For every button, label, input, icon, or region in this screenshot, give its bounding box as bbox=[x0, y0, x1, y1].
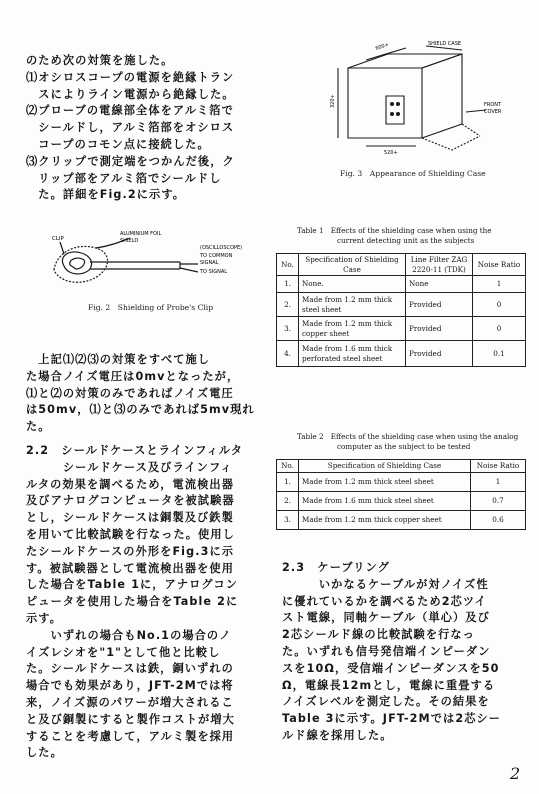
table-cell: 1. bbox=[277, 472, 299, 491]
text-line: 2.3 ケーブリング bbox=[282, 561, 390, 574]
caption-line: Table 1 Effects of the shielding case when using the bbox=[297, 226, 492, 235]
text-line: ⑶クリップで測定端をつかんだ後，ク bbox=[26, 154, 235, 168]
caption-line: computer as the subject to be tested bbox=[337, 442, 471, 451]
table-row bbox=[277, 276, 526, 293]
top-dim-label: 600+ bbox=[374, 41, 390, 52]
text-line: に優れているかを調べるため2芯ツイ bbox=[282, 594, 487, 608]
connector-dot bbox=[390, 102, 394, 106]
table-cell: 1 bbox=[473, 276, 526, 293]
clip-label: CLIP bbox=[52, 236, 64, 242]
text-line: た。 bbox=[26, 420, 51, 434]
text-line: た。いずれも信号発信端インピーダン bbox=[282, 644, 491, 658]
table-cell: 3. bbox=[277, 317, 299, 341]
table1 bbox=[276, 253, 526, 367]
text-line: 来，ノイズ源のパワーが増大されるこ bbox=[26, 695, 234, 709]
text-line: リップ部をアルミ箔でシールドし bbox=[26, 171, 222, 185]
clip-inner bbox=[70, 258, 85, 269]
table-cell: Made from 1.6 mm thick perforated steel sheet bbox=[299, 341, 406, 367]
text-line: することを考慮して，アルミ製を採用 bbox=[26, 729, 235, 743]
table-cell: Made from 1.6 mm thick steel sheet bbox=[299, 491, 471, 510]
table-cell: Made from 1.2 mm thick copper sheet bbox=[299, 510, 471, 529]
section-2-2 bbox=[26, 443, 243, 762]
table-cell: 1. bbox=[277, 276, 299, 293]
front-cover-leader bbox=[466, 110, 486, 112]
header-cell: Noise Ratio bbox=[473, 254, 526, 276]
text-line: とし，シールドケースは銅製及び鉄製 bbox=[26, 511, 234, 525]
table-row bbox=[277, 341, 526, 367]
case-top-face bbox=[348, 54, 462, 68]
table-cell: 3. bbox=[277, 510, 299, 529]
text-line: ルド線を採用した。 bbox=[282, 728, 393, 742]
table-cell: Made from 1.2 mm thick steel sheet bbox=[299, 472, 471, 491]
page-number: 2 bbox=[510, 764, 521, 783]
left-paragraph-2 bbox=[26, 352, 255, 436]
text-line: 上記⑴⑵⑶の対策をすべて施し bbox=[26, 353, 211, 366]
table-cell: 4. bbox=[277, 341, 299, 367]
clip-body bbox=[62, 252, 91, 274]
text-line: いずれの場合もNo.1の場合のノ bbox=[26, 628, 232, 642]
text-line: を用いて比較試験を行なった。使用し bbox=[26, 527, 235, 541]
text-line: シールドし，アルミ箔部をオシロス bbox=[26, 121, 235, 135]
text-line: 2芯シールド線の比較試験を行なっ bbox=[282, 628, 475, 642]
connector-dot bbox=[396, 102, 400, 106]
header-cell: Specification of Shielding Case bbox=[299, 254, 406, 276]
table-cell: None bbox=[406, 276, 473, 293]
table-cell: 1 bbox=[471, 472, 526, 491]
text-line: のため次の対策を施した。 bbox=[26, 54, 174, 67]
text-line: Table 3に示す。JFT-2Mでは2芯シー bbox=[282, 712, 502, 726]
text-line: ⑴と⑵の対策のみであればノイズ電圧 bbox=[26, 386, 234, 400]
header-cell: No. bbox=[277, 254, 299, 276]
section-2-3 bbox=[282, 560, 501, 745]
text-line: コープのコモン点に接続した。 bbox=[26, 137, 210, 151]
probe-clip-figure bbox=[50, 226, 265, 296]
case-front-face bbox=[348, 68, 422, 138]
table-cell: Made from 1.2 mm thick steel sheet bbox=[299, 293, 406, 317]
text-line: た場合ノイズ電圧は0mvとなったが， bbox=[26, 369, 240, 383]
text-line: イズレシオを"1"として他と比較し bbox=[26, 645, 221, 659]
fig2-caption: Fig. 2 Shielding of Probe's Clip bbox=[88, 303, 214, 312]
front-cover-label-1: FRONT bbox=[484, 102, 502, 108]
table-row bbox=[277, 510, 526, 529]
text-line: ピュータを使用した場合をTable 2に bbox=[26, 595, 239, 609]
text-line: Ω，電線長12mとし，電線に重畳する bbox=[282, 678, 496, 692]
table-cell: Provided bbox=[406, 293, 473, 317]
table-cell: Made from 1.2 mm thick copper sheet bbox=[299, 317, 406, 341]
osc-label-3: SIGNAL bbox=[200, 260, 219, 266]
text-line: 示す。 bbox=[26, 611, 62, 625]
table2 bbox=[276, 459, 526, 530]
front-cover-outline bbox=[422, 136, 480, 150]
osc-label-1: (OSCILLOSCOPE) bbox=[200, 245, 243, 251]
front-cover-side bbox=[462, 124, 480, 136]
table-row bbox=[277, 491, 526, 510]
text-line: た。シールドケースは鉄，銅いずれの bbox=[26, 662, 234, 676]
table-cell: Provided bbox=[406, 317, 473, 341]
table-row bbox=[277, 293, 526, 317]
text-line: す。被試験器として電流検出器を使用 bbox=[26, 561, 234, 575]
signal-leader bbox=[180, 268, 198, 272]
table-cell: 0 bbox=[473, 293, 526, 317]
table-cell: 0.1 bbox=[473, 341, 526, 367]
header-cell: Noise Ratio bbox=[471, 460, 526, 473]
text-line: ⑵プローブの電線部全体をアルミ箔で bbox=[26, 104, 234, 118]
text-line: 及びアナログコンピュータを被試験器 bbox=[26, 494, 235, 508]
table-cell: 0.7 bbox=[471, 491, 526, 510]
caption-line: current detecting unit as the subjects bbox=[337, 236, 475, 245]
text-line: スト電線，同軸ケーブル（単心）及び bbox=[282, 611, 490, 625]
bottom-dim-label: 520+ bbox=[384, 150, 398, 156]
table-cell: Provided bbox=[406, 341, 473, 367]
side-dim-label: 320+ bbox=[330, 94, 336, 108]
shield-case-label: SHIELD CASE bbox=[428, 41, 462, 47]
text-line: 2.2 シールドケースとラインフィルタ bbox=[26, 444, 244, 457]
osc-label-4: TO SIGNAL bbox=[200, 269, 228, 275]
table2-caption bbox=[297, 432, 518, 452]
shielding-case-figure bbox=[326, 38, 506, 160]
connector-panel bbox=[386, 96, 404, 124]
text-line: した。 bbox=[26, 746, 63, 760]
header-cell: Specification of Shielding Case bbox=[299, 460, 471, 473]
text-line: した場合をTable 1に，アナログコン bbox=[26, 578, 239, 592]
text-line: いかなるケーブルが対ノイズ性 bbox=[282, 577, 489, 591]
text-line: ルタの効果を調べるため，電流検出器 bbox=[26, 477, 234, 491]
text-line: ノイズレベルを測定した。その結果を bbox=[282, 695, 490, 709]
text-line: スを10Ω，受信端インピーダンスを50 bbox=[282, 661, 500, 675]
foil-label-1: ALUMINIUM FOIL bbox=[120, 231, 162, 237]
header-cell: No. bbox=[277, 460, 299, 473]
fig3-caption: Fig. 3 Appearance of Shielding Case bbox=[340, 169, 486, 178]
front-cover-label-2: COVER bbox=[484, 109, 502, 115]
clip-leader bbox=[60, 242, 64, 254]
text-line: と及び銅製にすると製作コストが増大 bbox=[26, 712, 235, 726]
case-side-face bbox=[422, 54, 462, 138]
table-header-row bbox=[277, 460, 526, 473]
caption-line: Table 2 Effects of the shielding case when using the analog bbox=[297, 432, 519, 441]
table-cell: 0 bbox=[473, 317, 526, 341]
text-line: た。詳細をFig.2に示す。 bbox=[26, 188, 185, 202]
table-cell: 2. bbox=[277, 491, 299, 510]
text-line: ⑴オシロスコープの電源を絶縁トラン bbox=[26, 70, 235, 84]
connector-dot bbox=[396, 112, 400, 116]
table-row bbox=[277, 317, 526, 341]
table1-caption bbox=[297, 226, 492, 246]
aluminium-foil-outline bbox=[54, 246, 108, 282]
connector-dot bbox=[390, 112, 394, 116]
text-line: スによりライン電源から絶縁した。 bbox=[26, 87, 235, 101]
table-cell: 0.6 bbox=[471, 510, 526, 529]
text-line: たシールドケースの外形をFig.3に示 bbox=[26, 544, 235, 558]
table-cell: 2. bbox=[277, 293, 299, 317]
text-line: シールドケース及びラインフィ bbox=[26, 460, 233, 474]
table-cell: None. bbox=[299, 276, 406, 293]
text-line: 場合でも効果があり，JFT-2Mでは将 bbox=[26, 679, 234, 693]
text-line: は50mv，⑴と⑶のみであれば5mv現れ bbox=[26, 403, 255, 417]
table-header-row bbox=[277, 254, 526, 276]
table-row bbox=[277, 472, 526, 491]
osc-label-2: TO COMMON bbox=[200, 253, 233, 259]
left-paragraph-1 bbox=[26, 53, 235, 204]
header-cell: Line Filter ZAG 2220-11 (TDK) bbox=[406, 254, 473, 276]
foil-label-2: SHIELD bbox=[120, 238, 139, 244]
